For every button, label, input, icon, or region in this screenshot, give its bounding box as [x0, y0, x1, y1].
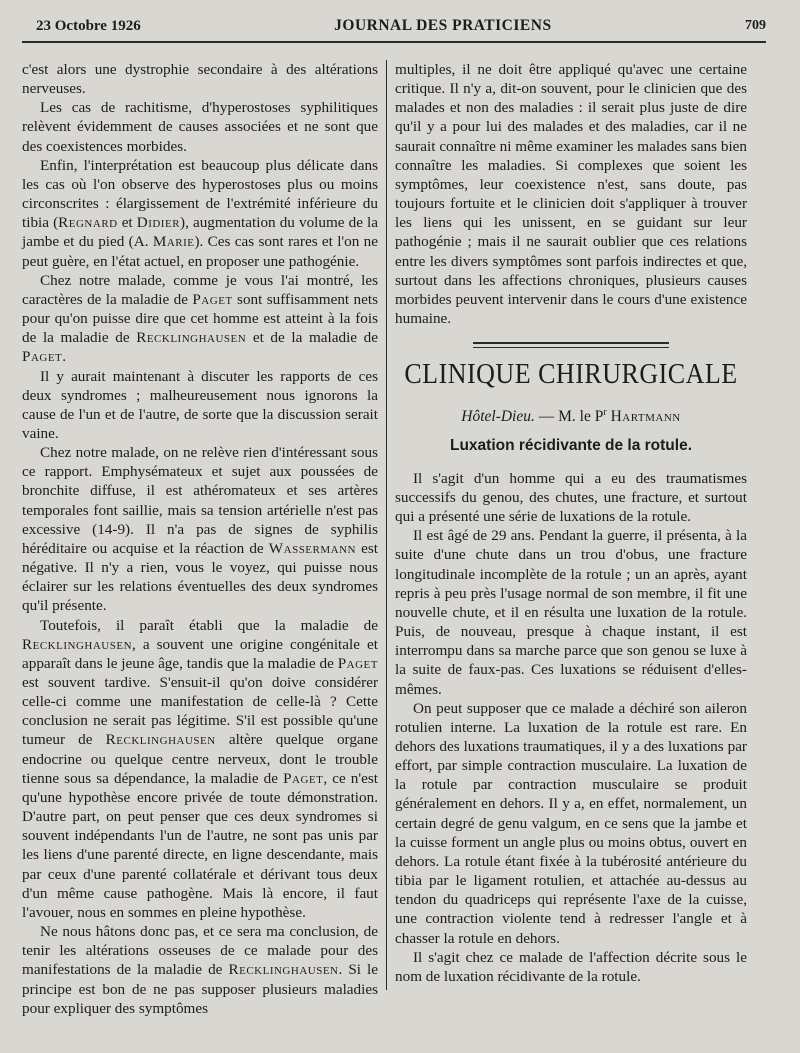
running-header — [36, 14, 766, 38]
author-name: Paget — [22, 348, 63, 366]
column-divider — [386, 60, 387, 990]
header-rule — [22, 41, 766, 43]
paragraph: Il s'agit d'un homme qui a eu des traumatismes successifs du genou, des chutes, une fracture, et surtout qui a présenté une série de luxations de la rotule. — [395, 469, 747, 526]
author-name: Recklinghausen — [136, 329, 247, 347]
paragraph: Chez notre malade, comme je vous l'ai montré, les caractères de la maladie de Paget sont suffisamment nets pour qu'on puisse dire que cet homme est atteint à la fois de la maladie de Recklinghausen et de la maladie de Paget. — [22, 271, 378, 366]
paragraph: Enfin, l'interprétation est beaucoup plus délicate dans les cas où l'on observe des hyperostoses plus ou moins circonscrites : élargissement de l'extrémité inférieure du tibia (Regnard et Didier), augmentation du volume de la jambe et du pied (A. Marie). Ces cas sont rares et l'on ne peut guère, en l'état actuel, en proposer une pathogénie. — [22, 156, 378, 270]
left-column — [22, 60, 378, 1018]
section-title: CLINIQUE CHIRURGICALE — [404, 357, 738, 390]
author-name: Recklinghausen — [228, 961, 339, 979]
byline: Hôtel-Dieu. — M. le $P^r$ Hartmann — [461, 407, 681, 426]
author-name: Hartmann — [610, 408, 681, 426]
paragraph: c'est alors une dystrophie secondaire à des altérations nerveuses. — [22, 61, 378, 98]
paragraph: Chez notre malade, on ne relève rien d'intéressant sous ce rapport. Emphysémateux et sujet aux poussées de bronchite diffuse, il est athéromateux et ses artères temporales font saillie, mais sa tension artérielle n'est pas excessive (14-9). Il n'a pas de signes de syphilis héréditaire ou acquise et la réaction de Wassermann est négative. Il n'y a rien, vous le voyez, qui puisse nous éclairer sur les relations éventuelles des deux syndromes qu'il présente. — [22, 444, 378, 615]
paragraph: Il y aurait maintenant à discuter les rapports de ces deux syndromes ; malheureusement nous ignorons la cause de l'un et de l'autre, de sorte que la discussion serait vaine. — [22, 367, 378, 442]
author-name: Recklinghausen — [22, 635, 133, 653]
paragraph: Il est âgé de 29 ans. Pendant la guerre, il présenta, à la suite d'une chute dans un trou d'obus, une fracture longitudinale incomplète de la rotule ; un an après, ayant repris à peu près l'usage normal de son membre, il fit une nouvelle chute, et il en résulta une luxation de la rotule. Puis, de nouveau, presque à chaque instant, il est interrompu dans sa marche parce que son genou se luxe à la suite de faux-pas. Ces luxations se réduisent d'elles-mêmes. — [395, 527, 747, 698]
author-name: Recklinghausen — [105, 731, 216, 749]
article-title: Luxation récidivante de la rotule. — [449, 436, 693, 454]
author-name: Marie — [152, 233, 195, 251]
paragraph: multiples, il ne doit être appliqué qu'avec une certaine critique. Il n'y a, dit-on souvent, pour le clinicien que des malades et non des maladies : il serait plus juste de dire qu'il y a pour lui des malades et des maladies, car il ne saurait connaître ni même examiner les malades sans bien connaître les maladies. Si complexes que soient les symptômes, leur coexistence n'est, sans doute, pas toujours fortuite et le clinicien doit s'appliquer à trouver les liens qui les unissent, en se guidant sur leur pathogénie ; mais il ne saurait oublier que ces relations entre les divers symptômes sont parfois indirectes et que, surtout dans les affections chroniques, plusieurs causes morbides peuvent intervenir dans le cours d'une existence humaine. — [395, 61, 747, 328]
paragraph: Ne nous hâtons donc pas, et ce sera ma conclusion, de tenir les altérations osseuses de ce malade pour des manifestations de la maladie de Recklinghausen. Si le principe est bon de ne pas supposer plusieurs maladies pour expliquer des symptômes — [22, 923, 378, 1017]
header-page-number: 709 — [744, 18, 766, 33]
author-name: Paget — [337, 654, 378, 672]
author-name: Paget — [192, 290, 233, 308]
author-name: Wassermann — [268, 539, 356, 557]
author-name: Regnard — [58, 214, 118, 232]
right-column — [395, 60, 747, 986]
section-separator — [473, 342, 669, 348]
paragraph: Il s'agit chez ce malade de l'affection décrite sous le nom de luxation récidivante de la rotule. — [395, 948, 747, 985]
author-name: Paget — [283, 769, 324, 787]
paragraph: Toutefois, il paraît établi que la maladie de Recklinghausen, a souvent une origine congénitale et apparaît dans le jeune âge, tandis que la maladie de Paget est souvent tardive. S'ensuit-il qu'on doive considérer celle-ci comme une manifestation de celle-là ? Cette conclusion ne serait pas légitime. S'il est possible qu'une tumeur de Recklinghausen altère quelque organe endocrine ou quelque centre nerveux, dont le trouble tienne sous sa dépendance, la maladie de Paget, ce n'est qu'une hypothèse encore privée de toute démonstration. D'autre part, on peut penser que ces deux syndromes si souvent indépendants l'un de l'autre, ne sont pas unis par les liens d'une parenté directe, en ligne descendante, mais par ceux d'une parenté collatérale et dérivant tous deux d'un même cause pathogène. Mais là encore, il faut l'avouer, nous en sommes en pleine hypothèse. — [22, 616, 378, 921]
header-journal-title: JOURNAL DES PRATICIENS — [334, 17, 552, 34]
paragraph: On peut supposer que ce malade a déchiré son aileron rotulien interne. La luxation de la rotule est rare. En dehors des luxations traumatiques, il y a des luxations par effort, par simple contraction musculaire. La luxation de la rotule par contraction musculaire se produit généralement en dehors. Il y a, en effet, normalement, un certain degré de genu valgum, en ce sens que la jambe et la cuisse forment un angle plus ou moins obtus, ouvert en dehors. La rotule étant fixée à la tubérosité antérieure du tibia par le ligament rotulien, et attachée au-dessus au tendon du quadriceps qui représente l'axe de la cuisse, une contraction violente tend à redresser l'angle et à chasser la rotule en dehors. — [395, 699, 747, 947]
paragraph: Les cas de rachitisme, d'hyperostoses syphilitiques relèvent évidemment de causes associées et ne sont que des coexistences morbides. — [22, 99, 378, 155]
author-name: Didier — [136, 214, 181, 232]
header-date: 23 Octobre 1926 — [36, 17, 141, 34]
